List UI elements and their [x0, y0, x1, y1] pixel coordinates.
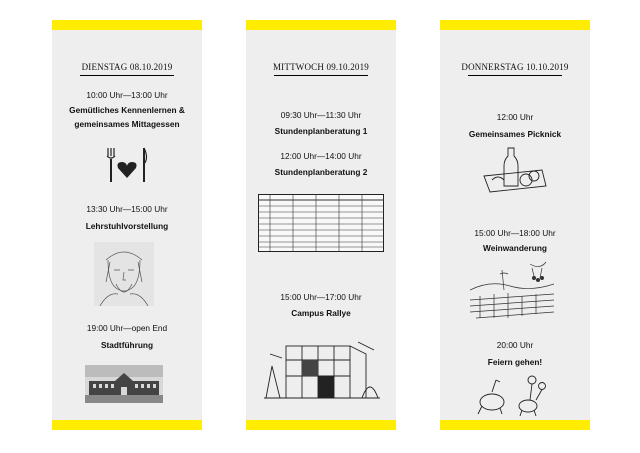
yellow-band-bottom [52, 420, 202, 430]
heading-rule [468, 75, 562, 76]
event-time: 15:00 Uhr—18:00 Uhr [474, 228, 556, 238]
event-time: 20:00 Uhr [496, 340, 534, 350]
building-sketch [262, 336, 382, 404]
event-title: Weinwanderung [483, 243, 547, 253]
event-title: Lehrstuhlvorstellung [85, 221, 169, 231]
yellow-band-top [246, 20, 396, 30]
event-time: 12:00 Uhr [496, 112, 534, 122]
day-heading: DIENSTAG 08.10.2019 [81, 62, 173, 72]
event-title: Feiern gehen! [487, 357, 543, 367]
day-heading: DONNERSTAG 10.10.2019 [461, 62, 569, 72]
event-title: Gemeinsames Picknick [468, 129, 562, 139]
vineyard-sketch [470, 260, 554, 320]
heading-rule [80, 75, 174, 76]
event-title: Campus Rallye [291, 308, 351, 318]
portrait-sketch [94, 242, 154, 306]
event-title-line2: gemeinsames Mittagessen [74, 119, 180, 129]
event-time: 12:00 Uhr—14:00 Uhr [280, 151, 362, 161]
yellow-band-bottom [440, 420, 590, 430]
event-time: 13:30 Uhr—15:00 Uhr [86, 204, 168, 214]
cutlery-heart-icon [102, 144, 152, 184]
column-thursday [440, 20, 590, 430]
yellow-band-bottom [246, 420, 396, 430]
event-title: Stundenplanberatung 2 [274, 167, 368, 177]
event-time: 10:00 Uhr—13:00 Uhr [86, 90, 168, 100]
event-title: Stundenplanberatung 1 [274, 126, 368, 136]
party-doodle [472, 372, 552, 416]
heading-rule [274, 75, 368, 76]
day-heading: MITTWOCH 09.10.2019 [272, 62, 370, 72]
event-time: 09:30 Uhr—11:30 Uhr [280, 110, 362, 120]
yellow-band-top [440, 20, 590, 30]
picnic-basket-sketch [480, 146, 550, 196]
column-tuesday [52, 20, 202, 430]
event-time: 15:00 Uhr—17:00 Uhr [280, 292, 362, 302]
column-wednesday [246, 20, 396, 430]
yellow-band-top [52, 20, 202, 30]
event-title: Stadtführung [100, 340, 154, 350]
timetable-grid [258, 194, 384, 252]
event-title-line1: Gemütliches Kennenlernen & [69, 105, 185, 115]
event-time: 19:00 Uhr—open End [86, 323, 168, 333]
palace-photo [85, 365, 163, 403]
